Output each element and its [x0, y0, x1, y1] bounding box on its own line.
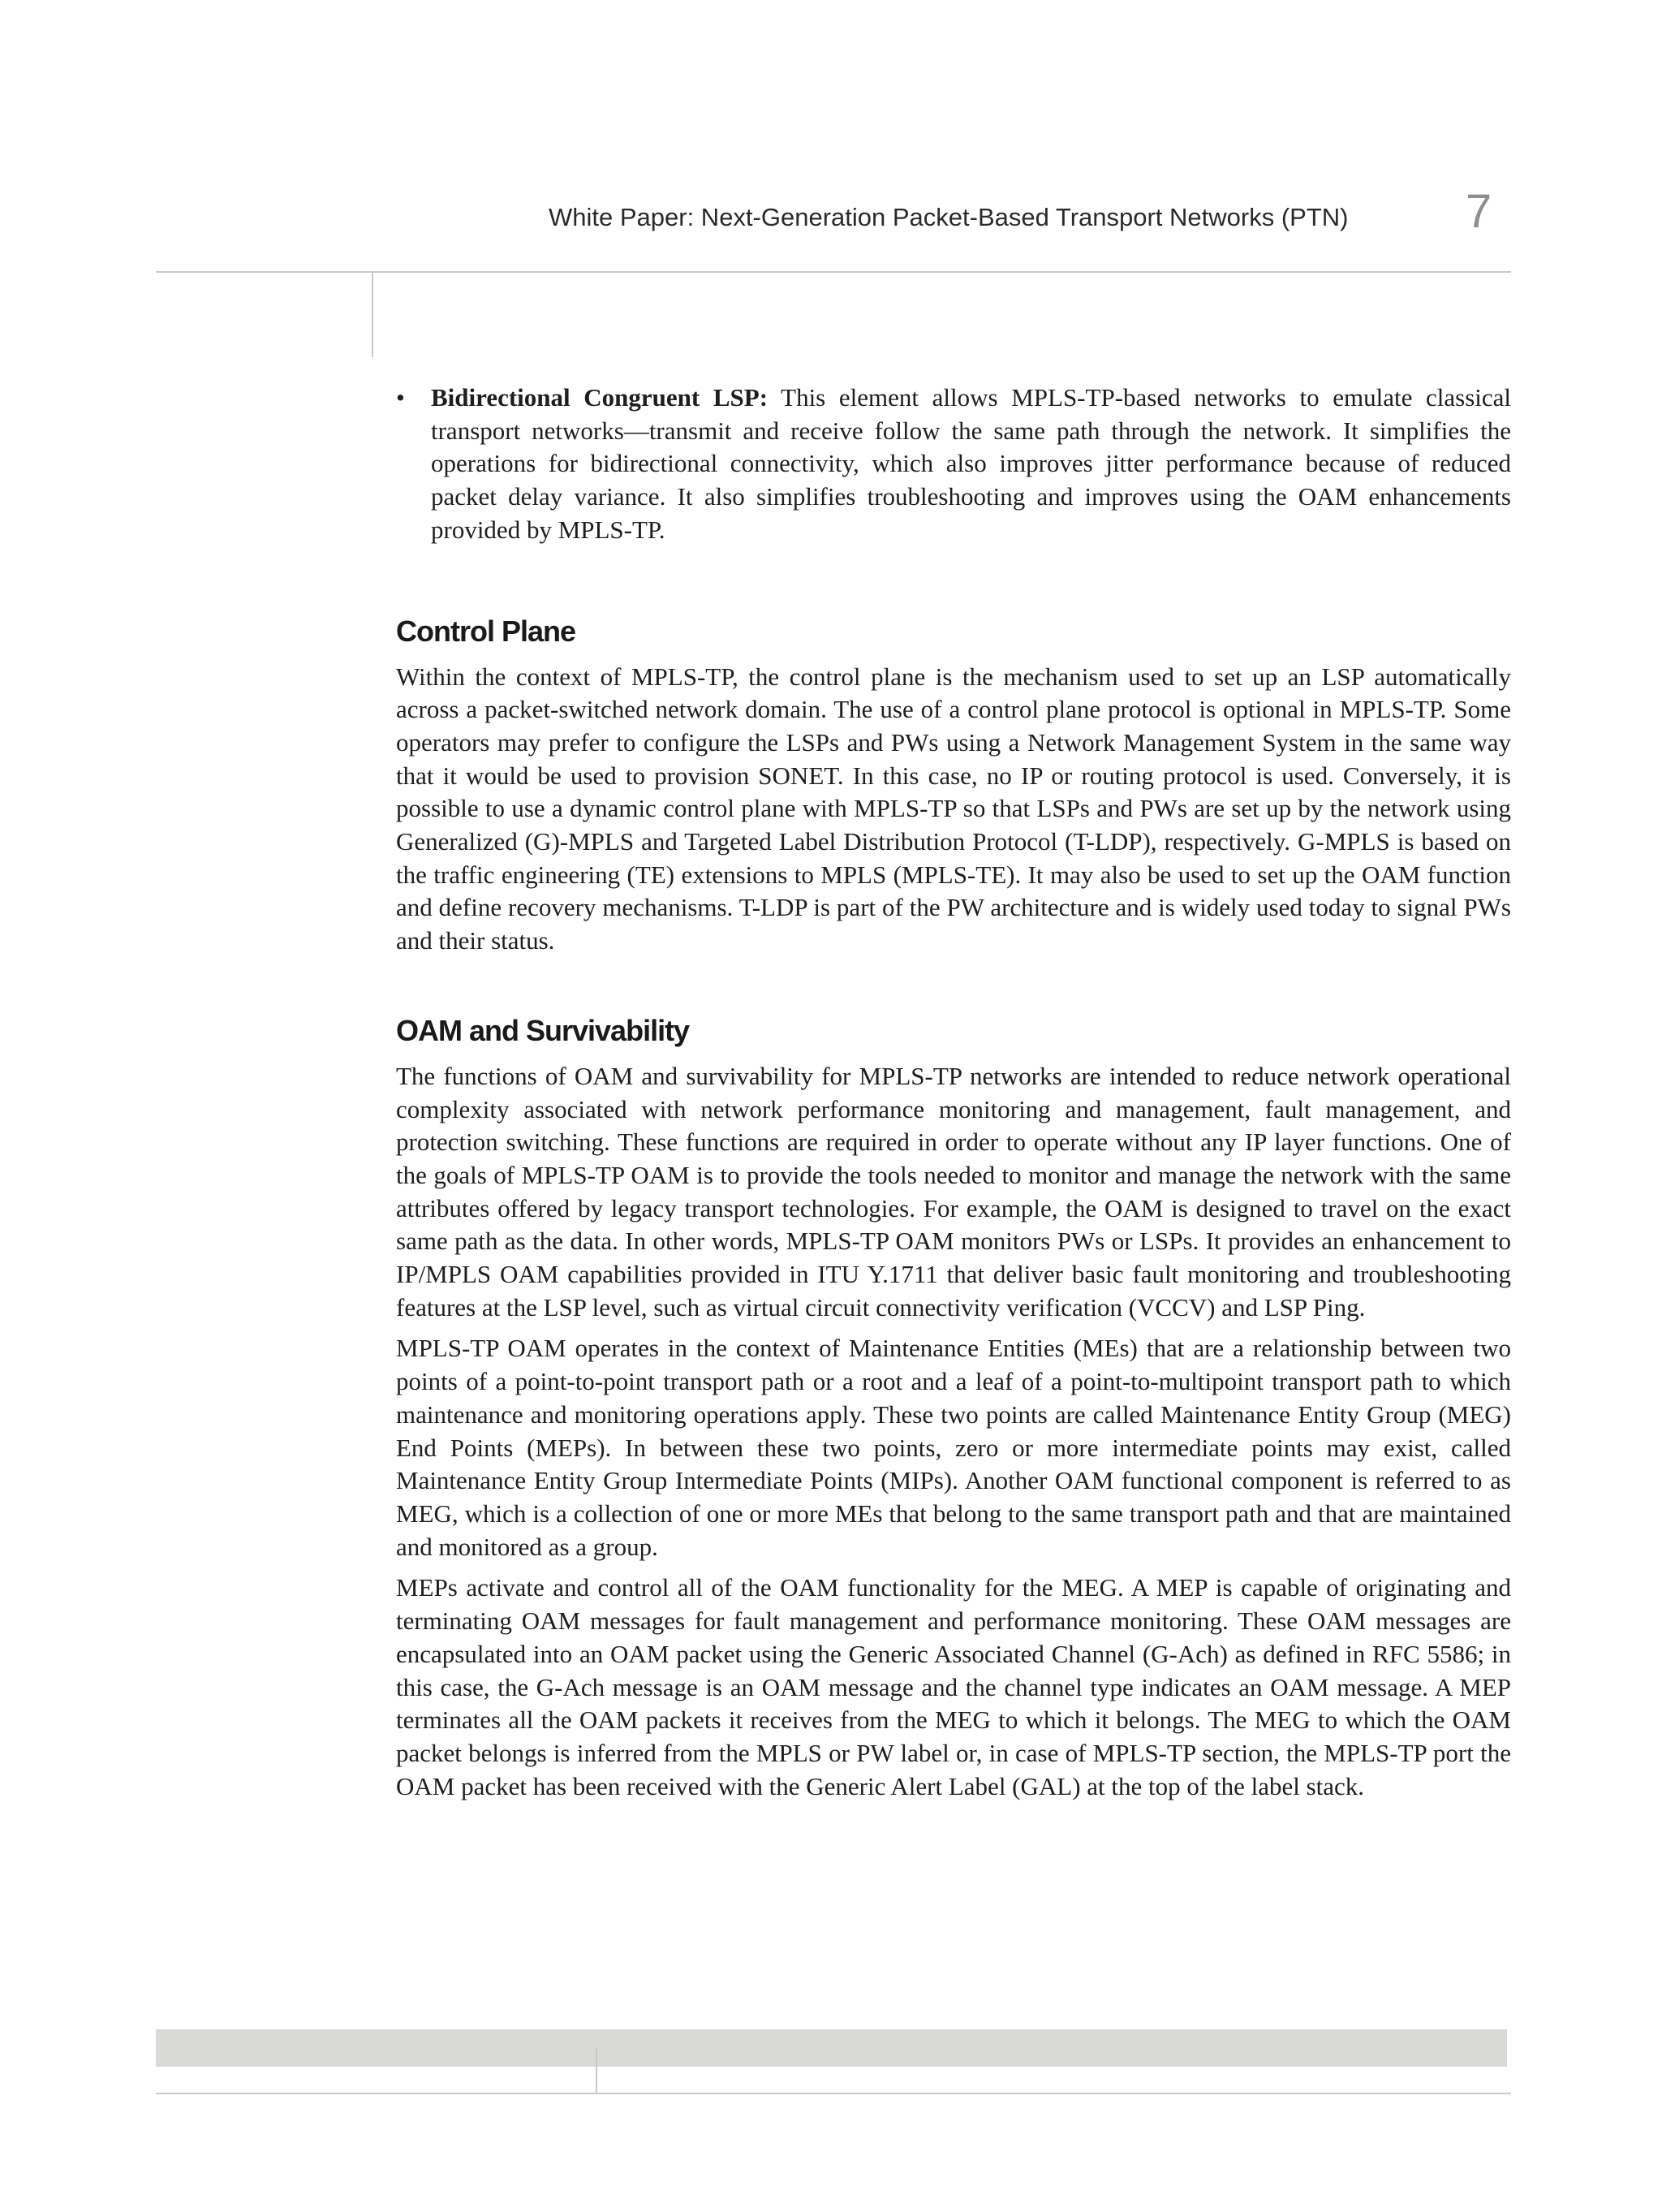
bullet-text: This element allows MPLS-TP-based networks to emulate classical transport networks—transmit and receive follow the same path through the network. It simplifies the operations for bidirectional connectivity, which also improves jitter performance because of reduced packet delay variance. It also simplifies troubleshooting and improves using the OAM enhancements provided by MPLS-TP.: [431, 383, 1512, 544]
header-title: White Paper: Next-Generation Packet-Based Transport Networks (PTN): [549, 203, 1349, 231]
paragraph: MEPs activate and control all of the OAM functionality for the MEG. A MEP is capable of originating and terminating OAM messages for fault management and performance monitoring. These OAM messages are encapsulated into an OAM packet using the Generic Associated Channel (G-Ach) as defined in RFC 5586; in this case, the G-Ach message is an OAM message and the channel type indicates an OAM message. A MEP terminates all the OAM packets it receives from the MEG to which it belongs. The MEG to which the OAM packet belongs is inferred from the MPLS or PW label or, in case of MPLS-TP section, the MPLS-TP port the OAM packet has been received with the Generic Alert Label (GAL) at the top of the label stack.: [396, 1573, 1511, 1800]
footer-vertical-rule: [596, 2047, 597, 2094]
footer-band: [156, 2029, 1507, 2067]
paragraph: The functions of OAM and survivability for MPLS-TP networks are intended to reduce network operational complexity associated with network performance monitoring and management, fault management, and protection switching. These functions are required in order to operate without any IP layer functions. One of the goals of MPLS-TP OAM is to provide the tools needed to monitor and manage the network with the same attributes offered by legacy transport technologies. For example, the OAM is designed to travel on the exact same path as the data. In other words, MPLS-TP OAM monitors PWs or LSPs. It provides an enhancement to IP/MPLS OAM capabilities provided in ITU Y.1711 that deliver basic fault monitoring and troubleshooting features at the LSP level, such as virtual circuit connectivity verification (VCCV) and LSP Ping.: [396, 1061, 1511, 1322]
bullet-term: Bidirectional Congruent LSP:: [431, 383, 769, 412]
paragraph: Within the context of MPLS-TP, the control plane is the mechanism used to set up an LSP automatically across a packet-switched network domain. The use of a control plane protocol is optional in MPLS-TP. Some operators may prefer to configure the LSPs and PWs using a Network Management System in the same way that it would be used to provision SONET. In this case, no IP or routing protocol is used. Conversely, it is possible to use a dynamic control plane with MPLS-TP so that LSPs and PWs are set up by the network using Generalized (G)-MPLS and Targeted Label Distribution Protocol (T-LDP), respectively. G-MPLS is based on the traffic engineering (TE) extensions to MPLS (MPLS-TE). It may also be used to set up the OAM function and define recovery mechanisms. T-LDP is part of the PW architecture and is widely used today to signal PWs and their status.: [396, 662, 1511, 955]
footer-rule: [156, 2093, 1511, 2094]
section-control-plane: [396, 614, 1511, 958]
bullet-item: [396, 382, 1511, 547]
section-oam-survivability: [396, 1013, 1511, 1803]
section-heading: Control Plane: [396, 614, 576, 648]
section-heading: OAM and Survivability: [396, 1013, 690, 1047]
paragraph: MPLS-TP OAM operates in the context of Maintenance Entities (MEs) that are a relationship between two points of a point-to-point transport path or a root and a leaf of a point-to-multipoint transport path to which maintenance and monitoring operations apply. These two points are called Maintenance Entity Group (MEG) End Points (MEPs). In between these two points, zero or more intermediate points may exist, called Maintenance Entity Group Intermediate Points (MIPs). Another OAM functional component is referred to as MEG, which is a collection of one or more MEs that belong to the same transport path and that are maintained and monitored as a group.: [396, 1334, 1511, 1561]
bullet-marker: •: [396, 383, 405, 412]
main-content: [396, 382, 1511, 1803]
page-number: 7: [1466, 185, 1492, 238]
header-vertical-rule: [372, 273, 373, 357]
header-rule: [156, 271, 1511, 273]
